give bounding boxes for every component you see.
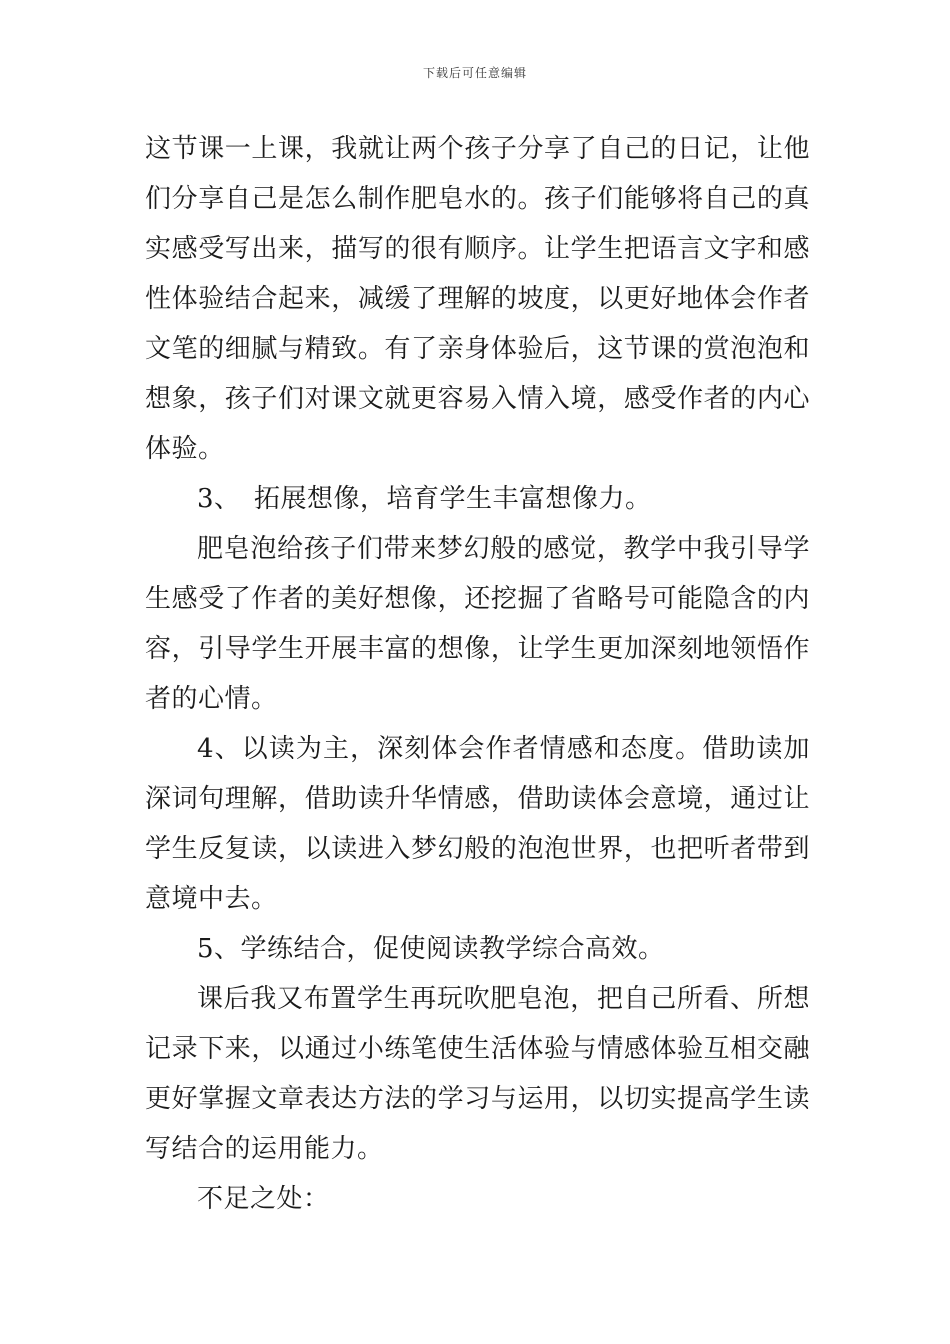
- paragraph-imagination: 肥皂泡给孩子们带来梦幻般的感觉，教学中我引导学生感受了作者的美好想像，还挖掘了省略号可能隐含的内容，引导学生开展丰富的想像，让学生更加深刻地领悟作者的心情。: [145, 534, 810, 714]
- paragraph-after-class: 课后我又布置学生再玩吹肥皂泡，把自己所看、所想记录下来，以通过小练笔使生活体验与情感体验互相交融更好掌握文章表达方法的学习与运用，以切实提高学生读写结合的运用能力。: [145, 984, 810, 1164]
- paragraph-point-3: 3、 拓展想像，培育学生丰富想像力。: [197, 484, 652, 514]
- paragraph-point-4: 4、以读为主，深刻体会作者情感和态度。借助读加深词句理解，借助读升华情感，借助读体会意境，通过让学生反复读，以读进入梦幻般的泡泡世界，也把听者带到意境中去。: [145, 734, 810, 914]
- paragraph-point-5: 5、学练结合，促使阅读教学综合高效。: [197, 934, 665, 964]
- paragraph-reflection: 这节课一上课，我就让两个孩子分享了自己的日记，让他们分享自己是怎么制作肥皂水的。孩子们能够将自己的真实感受写出来，描写的很有顺序。让学生把语言文字和感性体验结合起来，减缓了理解的坡度，以更好地体会作者文笔的细腻与精致。有了亲身体验后，这节课的赏泡泡和想象，孩子们对课文就更容易入情入境，感受作者的内心体验。: [145, 134, 810, 464]
- document-body: [145, 124, 810, 1224]
- paragraph-shortcomings: 不足之处：: [197, 1184, 330, 1214]
- page-header: 下载后可任意编辑: [422, 66, 527, 80]
